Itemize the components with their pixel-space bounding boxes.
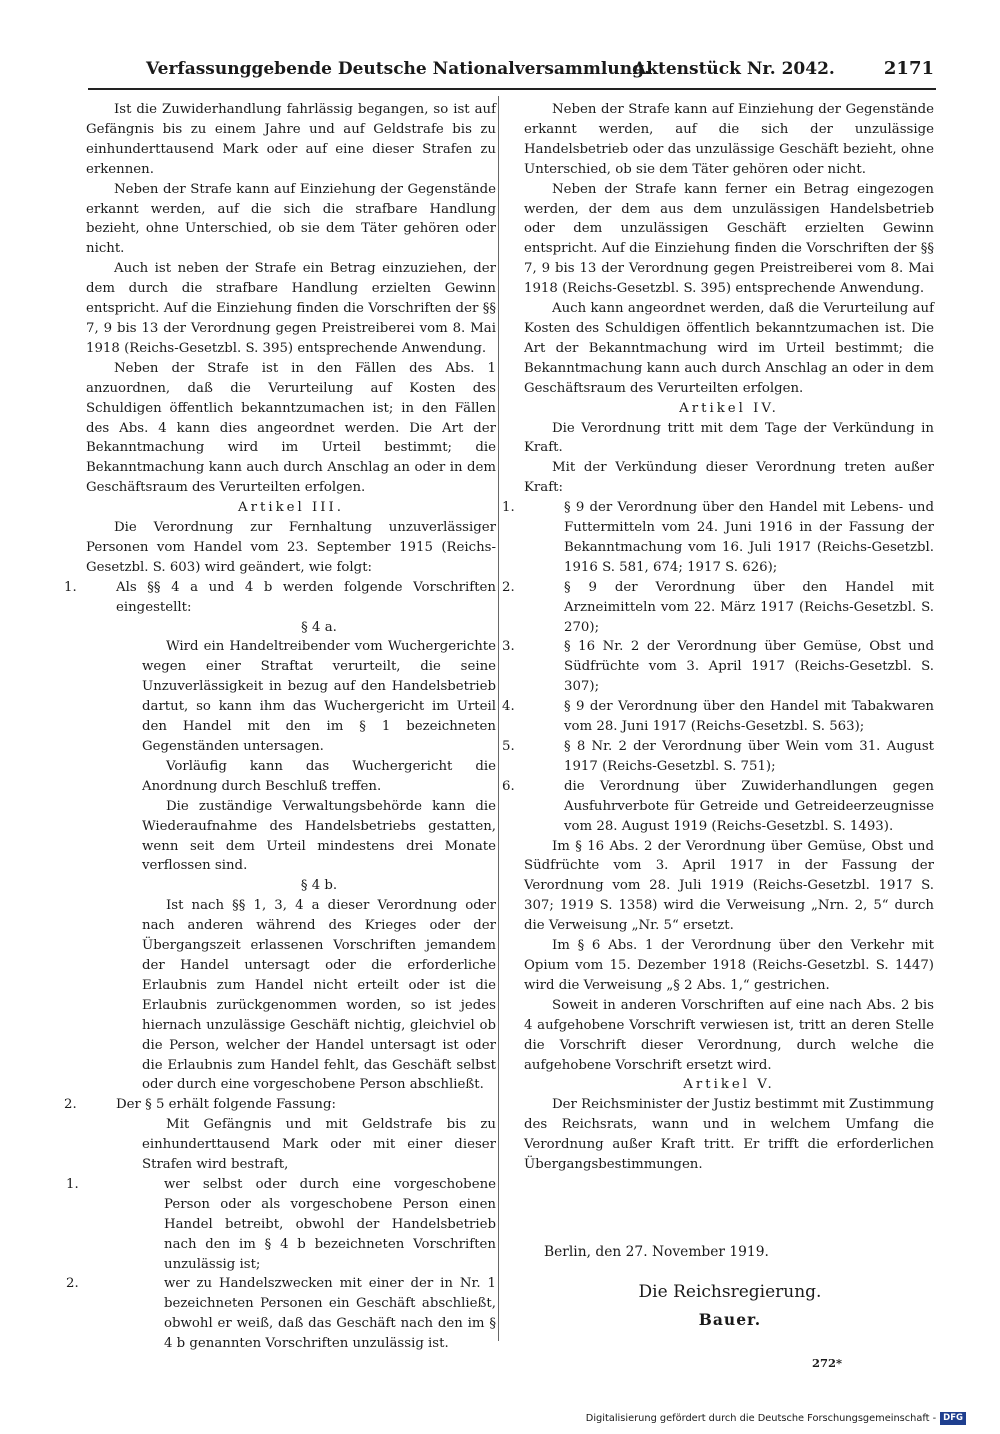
paragraph: Im § 6 Abs. 1 der Verordnung über den Verkehr mit Opium vom 15. Dezember 1918 (Reichs-Gesetzbl. S. 1447) wird die Verweisung „§ 2 Abs. 1,“ gestrichen. [524, 938, 934, 993]
dfg-logo: DFG [940, 1412, 966, 1425]
header-title: Verfassunggebende Deutsche Nationalversammlung. [146, 59, 650, 79]
right-column [502, 100, 934, 1240]
section-4a [86, 618, 496, 1096]
header-aktenstueck: Aktenstück Nr. 2042. [633, 59, 835, 79]
page-number: 2171 [883, 58, 934, 79]
list-item [64, 1095, 496, 1115]
list-item [502, 697, 934, 737]
section-heading: § 4 b. [300, 878, 338, 894]
list-number: 1. [502, 500, 515, 516]
list-item [502, 578, 934, 638]
left-column [64, 100, 496, 1352]
list-number: 2. [66, 1276, 79, 1292]
list-number: 1. [66, 1176, 79, 1192]
paragraph: Neben der Strafe kann auf Einziehung der Gegenstände erkannt werden, auf die sich die strafbare Handlung bezieht, ohne Unterschied, ob sie dem Täter gehören oder nicht. [86, 181, 496, 257]
article-5-heading: Artikel V. [683, 1077, 775, 1093]
list-item [502, 498, 934, 578]
page-reference: 272* [812, 1356, 843, 1370]
footer [586, 1412, 966, 1425]
list-item [66, 1175, 496, 1275]
list-number: 5. [502, 739, 515, 754]
list-item-text: § 9 der Verordnung über den Handel mit Arzneimitteln vom 22. März 1917 (Reichs-Gesetzbl. S. 270); [564, 579, 934, 635]
paragraph: Auch kann angeordnet werden, daß die Verurteilung auf Kosten des Schuldigen öffentlich bekanntzumachen ist. Die Art der Bekanntmachung wird im Urteil bestimmt; die Bekanntmachung kann auch durch Anschlag an oder in dem Geschäftsraum des Verurteilten erfolgen. [524, 301, 934, 396]
paragraph: Der Reichsminister der Justiz bestimmt mit Zustimmung des Reichsrats, wann und in welchem Umfang die Verordnung außer Kraft tritt. Er trifft die erforderlichen Übergangsbestimmungen. [524, 1097, 934, 1173]
article-3-heading: Artikel III. [238, 500, 344, 516]
section-5 [86, 1115, 496, 1175]
paragraph: Auch ist neben der Strafe ein Betrag einzuziehen, der dem durch die strafbare Handlung erzielten Gewinn entspricht. Auf die Einziehung finden die Vorschriften der §§ 7, 9 bis 13 der Verordnung gegen Preistreiberei vom 8. Mai 1918 (Reichs-Gesetzbl. S. 395) entsprechende Anwendung. [86, 261, 496, 356]
list-item-text: § 9 der Verordnung über den Handel mit Tabakwaren vom 28. Juni 1917 (Reichs-Gesetzbl. S. 563); [564, 699, 934, 735]
list-number: 1. [64, 579, 77, 595]
paragraph: Vorläufig kann das Wuchergericht die Anordnung durch Beschluß treffen. [142, 758, 496, 794]
paragraph: Neben der Strafe kann auf Einziehung der Gegenstände erkannt werden, auf die sich der unzulässige Handelsbetrieb oder das unzulässige Geschäft bezieht, ohne Unterschied, ob sie dem Täter gehören oder nicht. [524, 102, 934, 177]
paragraph: Ist die Zuwiderhandlung fahrlässig begangen, so ist auf Gefängnis bis zu einem Jahre und auf Geldstrafe bis zu einhunderttausend Mark oder auf eine dieser Strafen zu erkennen. [86, 102, 496, 177]
paragraph: Mit der Verkündung dieser Verordnung treten außer Kraft: [524, 460, 934, 496]
list-item [502, 637, 934, 697]
list-number: 4. [502, 699, 515, 715]
paragraph: Mit Gefängnis und mit Geldstrafe bis zu einhunderttausend Mark oder mit einer dieser Strafen wird bestraft, [142, 1117, 496, 1173]
paragraph: Die Verordnung tritt mit dem Tage der Verkündung in Kraft. [524, 420, 934, 456]
paragraph: Die zuständige Verwaltungsbehörde kann die Wiederaufnahme des Handelsbetriebs gestatten, wenn seit dem Urteil mindestens drei Monate verflossen sind. [142, 798, 496, 874]
signature-date: Berlin, den 27. November 1919. [544, 1244, 769, 1260]
list-item-text: § 16 Nr. 2 der Verordnung über Gemüse, Obst und Südfrüchte vom 3. April 1917 (Reichs-Gesetzbl. S. 307); [564, 639, 934, 695]
section-heading: § 4 a. [301, 619, 337, 635]
paragraph: Soweit in anderen Vorschriften auf eine nach Abs. 2 bis 4 aufgehobene Vorschrift verwiesen ist, tritt an deren Stelle die Vorschrift dieser Verordnung, durch welche die aufgehobene Vorschrift ersetzt wird. [524, 997, 934, 1073]
list-item [66, 1274, 496, 1354]
paragraph: Neben der Strafe ist in den Fällen des Abs. 1 anzuordnen, daß die Verurteilung auf Kosten des Schuldigen öffentlich bekanntzumachen ist; in den Fällen des Abs. 4 kann dies angeordnet werden. Die Art der Bekanntmachung wird im Urteil bestimmt; die Bekanntmachung kann auch durch Anschlag an oder in dem Geschäftsraum des Verurteilten erfolgen. [86, 360, 496, 496]
list-item-text: § 8 Nr. 2 der Verordnung über Wein vom 31. August 1917 (Reichs-Gesetzbl. S. 751); [564, 739, 934, 774]
list-item-text: die Verordnung über Zuwiderhandlungen gegen Ausfuhrverbote für Getreide und Getreideerzeugnisse vom 28. August 1919 (Reichs-Gesetzbl. S. 1493). [564, 778, 934, 834]
paragraph: Neben der Strafe kann ferner ein Betrag eingezogen werden, der dem aus dem unzulässigen Handelsbetrieb oder dem unzulässigen Geschäft erzielten Gewinn entspricht. Auf die Einziehung finden die Vorschriften der §§ 7, 9 bis 13 der Verordnung gegen Preistreiberei vom 8. Mai 1918 (Reichs-Gesetzbl. S. 395) entsprechende Anwendung. [524, 181, 934, 297]
article-4-heading: Artikel IV. [679, 400, 779, 416]
list-number: 6. [502, 778, 515, 794]
signature-government: Die Reichsregierung. [638, 1282, 822, 1302]
list-item [502, 777, 934, 837]
list-item-text: wer zu Handelszwecken mit einer der in Nr. 1 bezeichneten Personen ein Geschäft abschließt, obwohl er weiß, daß das Geschäft nach den im § 4 b genannten Vorschriften unzulässig ist. [164, 1276, 496, 1352]
paragraph: Die Verordnung zur Fernhaltung unzuverlässiger Personen vom Handel vom 23. September 1915 (Reichs-Gesetzbl. S. 603) wird geändert, wie folgt: [86, 520, 496, 575]
paragraph: Ist nach §§ 1, 3, 4 a dieser Verordnung oder nach anderen während des Krieges oder der Übergangszeit erlassenen Vorschriften jemandem der Handel untersagt oder die erforderliche Erlaubnis zum Handel nicht erteilt oder ist die Erlaubnis zurückgenommen worden, so ist jedes hiernach unzulässige Geschäft nichtig, gleichviel ob die Person, welcher der Handel untersagt ist oder die Erlaubnis zum Handel fehlt, das Geschäft selbst oder durch eine vorgeschobene Person abschließt. [142, 898, 496, 1093]
list-number: 2. [502, 579, 515, 595]
paragraph: Wird ein Handeltreibender vom Wuchergerichte wegen einer Straftat verurteilt, die seine Unzuverlässigkeit in bezug auf den Handelsbetrieb dartut, so kann ihm das Wuchergericht im Urteil den Handel mit den im § 1 bezeichneten Gegenständen untersagen. [142, 639, 496, 754]
list-item-text: wer selbst oder durch eine vorgeschobene Person oder als vorgeschobene Person einen Handel betreibt, obwohl der Handelsbetrieb nach den im § 4 b bezeichneten Vorschriften unzulässig ist; [164, 1176, 496, 1272]
page-header [88, 54, 936, 90]
footer-text: Digitalisierung gefördert durch die Deutsche Forschungsgemeinschaft - [585, 1413, 937, 1424]
list-number: 2. [64, 1097, 77, 1113]
list-number: 3. [502, 639, 515, 655]
list-item-text: Als §§ 4 a und 4 b werden folgende Vorschriften eingestellt: [116, 579, 496, 615]
column-divider [498, 96, 499, 1341]
list-item-text: § 9 der Verordnung über den Handel mit Lebens- und Futtermitteln vom 24. Juni 1916 in der Fassung der Bekanntmachung vom 16. Juli 1917 (Reichs-Gesetzbl. 1916 S. 581, 674; 1917 S. 626); [564, 500, 934, 575]
list-item [502, 737, 934, 777]
list-item-text: Der § 5 erhält folgende Fassung: [116, 1097, 336, 1113]
signature-name: Bauer. [698, 1310, 762, 1329]
paragraph: Im § 16 Abs. 2 der Verordnung über Gemüse, Obst und Südfrüchte vom 3. April 1917 in der Fassung der Verordnung vom 28. Juli 1919 (Reichs-Gesetzbl. 1917 S. 307; 1919 S. 1358) wird die Verweisung „Nrn. 2, 5“ durch die Verweisung „Nr. 5“ ersetzt. [524, 838, 934, 934]
list-item [64, 578, 496, 618]
